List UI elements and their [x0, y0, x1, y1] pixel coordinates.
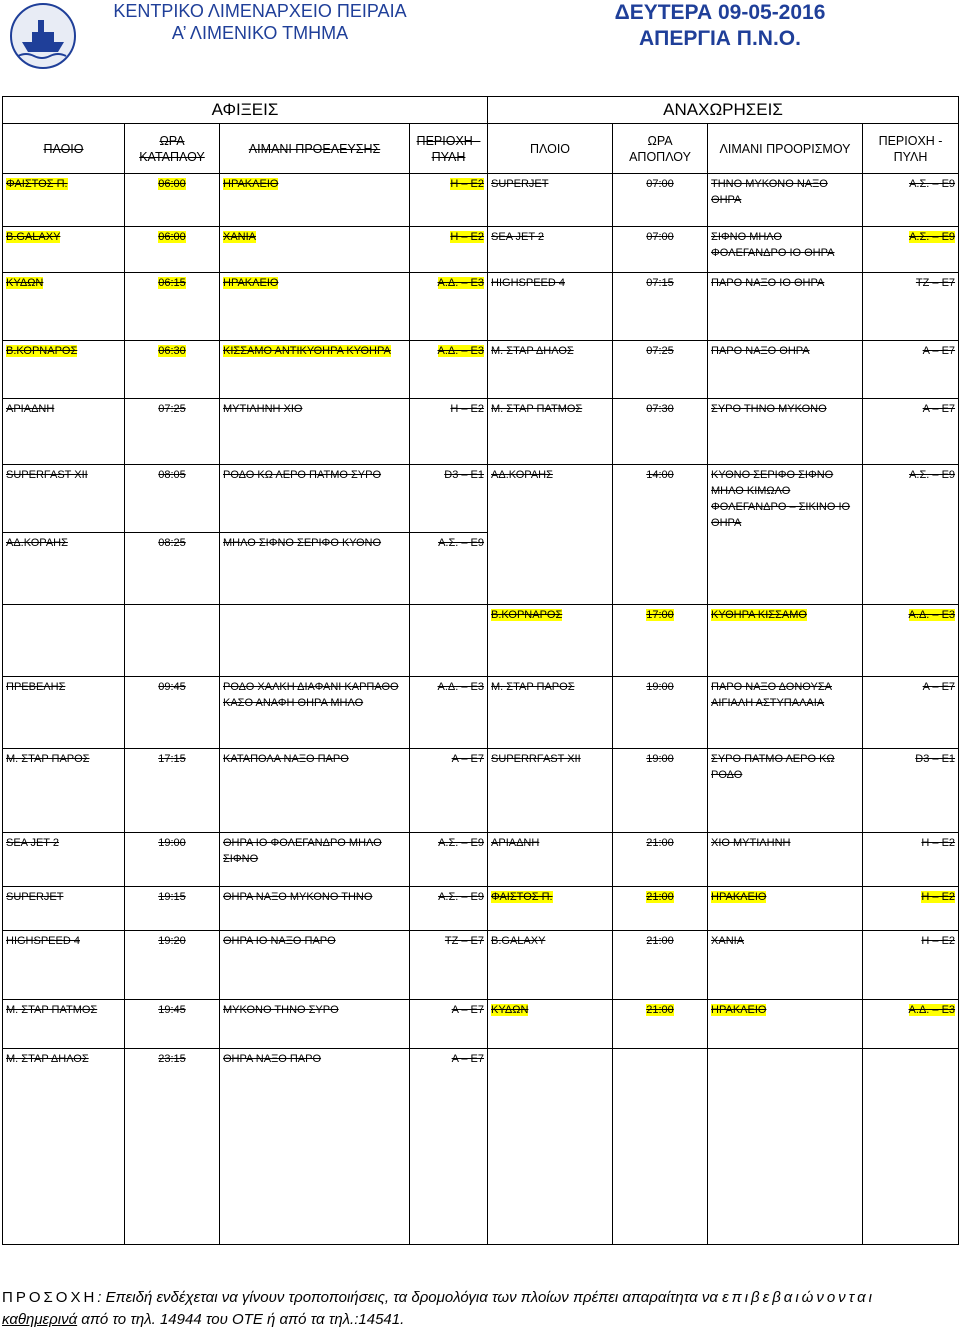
dep-time: 07:00	[646, 231, 674, 243]
arr-ship: ΚΥΔΩΝ	[6, 277, 44, 289]
notice-emphasis: επιβεβαιώνονται	[722, 1289, 875, 1306]
arr-ship: ΠΡΕΒΕΛΗΣ	[6, 681, 66, 693]
dep-ship: ΑΔ.ΚΟΡΑΗΣ	[491, 469, 553, 481]
table-row	[3, 1000, 959, 1049]
col-arr-gate: ΠΕΡΙΟΧΗ - ΠΥΛΗ	[410, 124, 488, 174]
dep-port: ΗΡΑΚΛΕΙΟ	[711, 1004, 767, 1016]
dep-ship: HIGHSPEED 4	[491, 277, 565, 289]
arr-gate: Α.Σ. – Ε9	[438, 837, 485, 849]
dep-port: ΗΡΑΚΛΕΙΟ	[711, 891, 767, 903]
col-dep-port: ΛΙΜΑΝΙ ΠΡΟΟΡΙΣΜΟΥ	[708, 124, 863, 174]
table-row	[3, 341, 959, 399]
arr-time: 08:25	[158, 537, 186, 549]
arr-ship: SUPERJET	[6, 891, 64, 903]
arr-time: 06:15	[158, 277, 186, 289]
dep-gate: Α.Δ. – Ε3	[908, 1004, 956, 1016]
arr-gate: Η – Ε2	[450, 403, 485, 415]
dep-time: 17:00	[646, 609, 674, 621]
notice-daily: καθημερινά	[2, 1311, 78, 1328]
dep-time: 07:00	[646, 178, 674, 190]
table-row	[3, 174, 959, 227]
dep-gate: Α.Δ. – Ε3	[908, 609, 956, 621]
arr-gate: D3 – E1	[444, 469, 485, 481]
arr-time: 17:15	[158, 753, 186, 765]
table-row	[3, 399, 959, 465]
office-department: Α’ ΛΙΜΕΝΙΚΟ ΤΜΗΜΑ	[171, 23, 349, 43]
ship-emblem-logo	[8, 2, 78, 70]
office-header	[95, 0, 425, 44]
date-header	[600, 0, 840, 52]
arr-time: 19:20	[158, 935, 186, 947]
dep-port: ΚΥΘΝΟ ΣΕΡΙΦΟ ΣΙΦΝΟ ΜΗΛΟ ΚΙΜΩΛΟ ΦΟΛΕΓΑΝΔΡΟ – ΣΙΚΙΝΟ ΙΟ ΘΗΡΑ	[711, 469, 851, 529]
dep-time: 07:25	[646, 345, 674, 357]
dep-ship: Β.ΚΟΡΝΑΡΟΣ	[491, 609, 563, 621]
arrivals-heading: ΑΦΙΞΕΙΣ	[3, 97, 488, 124]
arr-ship: SEA JET 2	[6, 837, 59, 849]
col-dep-time: ΩΡΑ ΑΠΟΠΛΟΥ	[613, 124, 708, 174]
dep-gate: Α.Σ. – Ε9	[909, 469, 956, 481]
dep-ship: ΦΑΙΣΤΟΣ Π.	[491, 891, 553, 903]
arr-port: ΚΑΤΑΠΟΛΑ ΝΑΞΟ ΠΑΡΟ	[223, 753, 349, 765]
dep-time: 14:00	[646, 469, 674, 481]
arr-ship: Μ. ΣΤΑΡ ΔΗΛΟΣ	[6, 1053, 89, 1065]
table-row	[3, 465, 959, 533]
arr-port: ΧΑΝΙΑ	[223, 231, 257, 243]
dep-port: ΠΑΡΟ ΝΑΞΟ ΔΟΝΟΥΣΑ ΑΙΓΙΑΛΗ ΑΣΤΥΠΑΛΑΙΑ	[711, 681, 832, 709]
dep-time: 21:00	[646, 891, 674, 903]
dep-ship: Β.GALAXY	[491, 935, 546, 947]
arr-ship: ΦΑΙΣΤΟΣ Π.	[6, 178, 68, 190]
dep-port: ΚΥΘΗΡΑ ΚΙΣΣΑΜΟ	[711, 609, 807, 621]
table-row	[3, 931, 959, 1000]
dep-time: 07:30	[646, 403, 674, 415]
arr-port: ΜΥΚΟΝΟ ΤΗΝΟ ΣΥΡΟ	[223, 1004, 339, 1016]
arr-ship: Μ. ΣΤΑΡ ΠΑΤΜΟΣ	[6, 1004, 98, 1016]
dep-time: 21:00	[646, 1004, 674, 1016]
arr-port: ΚΙΣΣΑΜΟ ΑΝΤΙΚΥΘΗΡΑ ΚΥΘΗΡΑ	[223, 345, 391, 357]
notice-phones: από το τηλ. 14944 του ΟΤΕ ή από τα τηλ.:14541.	[77, 1311, 405, 1328]
arr-gate: Α – Ε7	[451, 1004, 485, 1016]
table-row	[3, 677, 959, 749]
notice-label: ΠΡΟΣΟΧΗ	[2, 1289, 98, 1306]
table-row	[3, 1049, 959, 1245]
arr-gate: Α.Σ. – Ε9	[438, 537, 485, 549]
arr-port: ΗΡΑΚΛΕΙΟ	[223, 277, 279, 289]
arr-gate: Η – Ε2	[450, 178, 485, 190]
dep-gate: Η – Ε2	[921, 935, 956, 947]
arr-port: ΗΡΑΚΛΕΙΟ	[223, 178, 279, 190]
arr-time: 19:45	[158, 1004, 186, 1016]
arr-port: ΡΟΔΟ ΚΩ ΛΕΡΟ ΠΑΤΜΟ ΣΥΡΟ	[223, 469, 382, 481]
dep-time: 19:00	[646, 681, 674, 693]
office-title: ΚΕΝΤΡΙΚΟ ΛΙΜΕΝΑΡΧΕΙΟ ΠΕΙΡΑΙΑ	[113, 1, 407, 21]
arr-time: 19:15	[158, 891, 186, 903]
col-dep-gate: ΠΕΡΙΟΧΗ - ΠΥΛΗ	[863, 124, 959, 174]
arr-time: 06:00	[158, 178, 186, 190]
arr-port: ΜΥΤΙΛΗΝΗ ΧΙΟ	[223, 403, 303, 415]
arr-gate: Η – Ε2	[450, 231, 485, 243]
dep-port: ΣΙΦΝΟ ΜΗΛΟ ΦΟΛΕΓΑΝΔΡΟ ΙΟ ΘΗΡΑ	[711, 231, 835, 259]
arr-port: ΘΗΡΑ ΝΑΞΟ ΜΥΚΟΝΟ ΤΗΝΟ	[223, 891, 373, 903]
arr-ship: ΑΡΙΑΔΝΗ	[6, 403, 55, 415]
strike-notice: ΑΠΕΡΓΙΑ Π.Ν.Ο.	[639, 27, 801, 50]
arr-port: ΜΗΛΟ ΣΙΦΝΟ ΣΕΡΙΦΟ ΚΥΘΝΟ	[223, 537, 382, 549]
arr-time: 06:00	[158, 231, 186, 243]
departures-heading: ΑΝΑΧΩΡΗΣΕΙΣ	[488, 97, 959, 124]
table-row	[3, 605, 959, 677]
arr-ship: Β.GALAXY	[6, 231, 61, 243]
col-dep-ship: ΠΛΟΙΟ	[488, 124, 613, 174]
dep-time: 21:00	[646, 837, 674, 849]
table-row	[3, 227, 959, 273]
notice-footer	[2, 1287, 952, 1331]
arr-port: ΘΗΡΑ ΙΟ ΝΑΞΟ ΠΑΡΟ	[223, 935, 336, 947]
schedule-table	[2, 96, 959, 1245]
schedule-date: ΔΕΥΤΕΡΑ 09-05-2016	[614, 1, 826, 24]
arr-gate: ΤΖ – Ε7	[444, 935, 485, 947]
dep-port: ΣΥΡΟ ΤΗΝΟ ΜΥΚΟΝΟ	[711, 403, 827, 415]
col-arr-time: ΩΡΑ ΚΑΤΑΠΛΟΥ	[125, 124, 220, 174]
arr-time: 08:05	[158, 469, 186, 481]
dep-time: 19:00	[646, 753, 674, 765]
dep-gate: D3 – E1	[915, 753, 956, 765]
arr-port: ΡΟΔΟ ΧΑΛΚΗ ΔΙΑΦΑΝΙ ΚΑΡΠΑΘΟ ΚΑΣΟ ΑΝΑΦΗ ΘΗΡΑ ΜΗΛΟ	[223, 681, 399, 709]
table-row	[3, 833, 959, 887]
dep-time: 07:15	[646, 277, 674, 289]
dep-ship: SUPERRFAST XII	[491, 753, 581, 765]
arr-time: 23:15	[158, 1053, 186, 1065]
arr-ship: ΑΔ.ΚΟΡΑΗΣ	[6, 537, 68, 549]
dep-time: 21:00	[646, 935, 674, 947]
dep-ship: Μ. ΣΤΑΡ ΔΗΛΟΣ	[491, 345, 574, 357]
arr-ship: Μ. ΣΤΑΡ ΠΑΡΟΣ	[6, 753, 90, 765]
dep-port: ΣΥΡΟ ΠΑΤΜΟ ΛΕΡΟ ΚΩ ΡΟΔΟ	[711, 753, 835, 781]
dep-gate: Α – Ε7	[922, 681, 956, 693]
dep-gate: Α – Ε7	[922, 345, 956, 357]
dep-ship: Μ. ΣΤΑΡ ΠΑΤΜΟΣ	[491, 403, 583, 415]
dep-gate: ΤΖ – Ε7	[915, 277, 956, 289]
arr-ship: HIGHSPEED 4	[6, 935, 80, 947]
arr-port: ΘΗΡΑ ΙΟ ΦΟΛΕΓΑΝΔΡΟ ΜΗΛΟ ΣΙΦΝΟ	[223, 837, 382, 865]
arr-ship: SUPERFAST XII	[6, 469, 88, 481]
arr-gate: Α.Δ. – Ε3	[437, 681, 485, 693]
arr-time: 19:00	[158, 837, 186, 849]
dep-gate: Η – Ε2	[921, 891, 956, 903]
dep-port: ΠΑΡΟ ΝΑΞΟ ΙΟ ΘΗΡΑ	[711, 277, 825, 289]
dep-ship: SEA JET 2	[491, 231, 545, 243]
arr-port: ΘΗΡΑ ΝΑΞΟ ΠΑΡΟ	[223, 1053, 322, 1065]
arr-gate: Α – Ε7	[451, 1053, 485, 1065]
arr-gate: Α.Δ. – Ε3	[437, 277, 485, 289]
table-row	[3, 273, 959, 341]
dep-ship: ΚΥΔΩΝ	[491, 1004, 529, 1016]
col-arr-port: ΛΙΜΑΝΙ ΠΡΟΕΛΕΥΣΗΣ	[220, 124, 410, 174]
table-row	[3, 749, 959, 833]
dep-port: ΤΗΝΟ ΜΥΚΟΝΟ ΝΑΞΟ ΘΗΡΑ	[711, 178, 828, 206]
arr-gate: Α.Δ. – Ε3	[437, 345, 485, 357]
dep-gate: Α.Σ. – Ε9	[909, 231, 956, 243]
arr-gate: Α – Ε7	[451, 753, 485, 765]
dep-port: ΧΙΟ ΜΥΤΙΛΗΝΗ	[711, 837, 791, 849]
dep-ship: ΑΡΙΑΔΝΗ	[491, 837, 540, 849]
notice-text: : Επειδή ενδέχεται να γίνουν τροποποιήσεις, τα δρομολόγια των πλοίων πρέπει απαραίτητα να	[97, 1289, 718, 1306]
dep-gate: Α – Ε7	[922, 403, 956, 415]
dep-gate: Α.Σ. – Ε9	[909, 178, 956, 190]
dep-port: ΠΑΡΟ ΝΑΞΟ ΘΗΡΑ	[711, 345, 810, 357]
dep-ship: Μ. ΣΤΑΡ ΠΑΡΟΣ	[491, 681, 575, 693]
dep-port: ΧΑΝΙΑ	[711, 935, 745, 947]
dep-ship: SUPERJET	[491, 178, 549, 190]
arr-time: 06:30	[158, 345, 186, 357]
table-row	[3, 887, 959, 931]
arr-gate: Α.Σ. – Ε9	[438, 891, 485, 903]
dep-gate: Η – Ε2	[921, 837, 956, 849]
arr-ship: Β.ΚΟΡΝΑΡΟΣ	[6, 345, 78, 357]
arr-time: 09:45	[158, 681, 186, 693]
col-arr-ship: ΠΛΟΙΟ	[3, 124, 125, 174]
arr-time: 07:25	[158, 403, 186, 415]
